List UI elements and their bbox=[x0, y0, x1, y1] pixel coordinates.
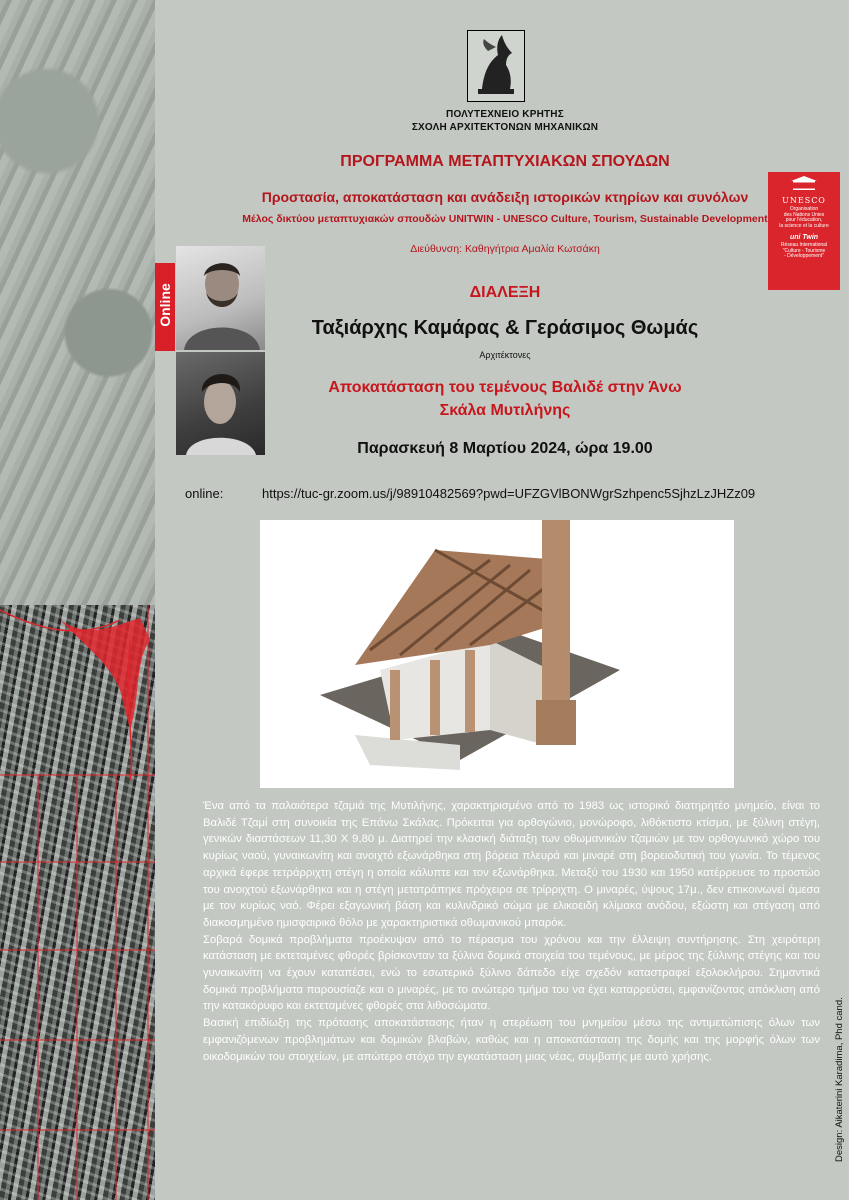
program-subtitle: Προστασία, αποκατάσταση και ανάδειξη ιστορικών κτηρίων και συνόλων bbox=[261, 189, 749, 205]
online-badge-label: Online bbox=[157, 283, 173, 327]
school-title: ΣΧΟΛΗ ΑΡΧΙΤΕΚΤΟΝΩΝ ΜΗΧΑΝΙΚΩΝ bbox=[411, 122, 599, 133]
unesco-org-line: Organisation bbox=[789, 206, 819, 212]
unesco-unitwin-badge bbox=[768, 172, 840, 290]
description-text bbox=[203, 798, 820, 1065]
university-title: ΠΟΛΥΤΕΧΝΕΙΟ ΚΡΗΤΗΣ bbox=[446, 109, 564, 120]
unesco-org-text bbox=[768, 207, 840, 229]
zoom-link[interactable]: https://tuc-gr.zoom.us/j/98910482569?pwd=UFZGVlBONWgrSzhpenc5SjhzLzJHZz09 bbox=[262, 486, 756, 501]
program-title: ΠΡΟΓΡΑΜΜΑ ΜΕΤΑΠΤΥΧΙΑΚΩΝ ΣΠΟΥΔΩΝ bbox=[340, 153, 670, 170]
unesco-brand: UNESCO bbox=[782, 196, 826, 205]
network-membership: Μέλος δικτύου μεταπτυχιακών σπουδών UNITWIN - UNESCO Culture, Tourism, Sustainable Development bbox=[242, 213, 768, 225]
description-paragraph-3: Βασική επιδίωξη της πρότασης αποκατάστασης ήταν η στερέωση του μνημείου μέσω της αντιμετώπισης όλων των εμφανιζόμενων προβλημάτων και δομικών βλαβών, καθώς και η αποκατάσταση της δομής και της μορφής όλων των οικοδομικών του στοιχείων, με απώτερο στόχο την εγκατάσταση μιας νέας, συμβατής με αυτό χρήσης. bbox=[203, 1017, 820, 1063]
unitwin-network-line: "Culture - Tourisme bbox=[782, 247, 826, 254]
map-grid-overlay bbox=[0, 0, 155, 1200]
unesco-temple-icon bbox=[791, 176, 817, 190]
speakers-role: Αρχιτέκτονες bbox=[479, 350, 531, 360]
lecture-title-line: Σκάλα Μυτιλήνης bbox=[439, 402, 571, 419]
event-type: ΔΙΑΛΕΞΗ bbox=[469, 284, 541, 301]
university-name bbox=[170, 108, 840, 134]
description-paragraph-2: Σοβαρά δομικά προβλήματα προέκυψαν από το πέρασμα του χρόνου και την έλλειψη συντήρησης. Στη χειρότερη κατάσταση με εκτεταμένες φθορές βρίσκονταν τα ξύλινα δομικά στοιχεία του τεμένους, με μέρος της ξύλινης στέγης και του γυναικωνίτη να έχουν καταπέσει, ενώ το εσωτερικό ξύλινο δάπεδο είχε σχεδόν καταστραφεί εξολοκλήρου. Σημαντικά δομικά προβλήματα παρουσίαζε και ο μιναρές, με το ανώτερο τμήμα του να έχει καταρρεύσει, εμφανίζοντας απόκλιση από την κατακόρυφο και εκτεταμένες φθορές στα λιθοσώματα. bbox=[203, 933, 820, 1013]
unesco-org-line: des Nations Unies bbox=[783, 211, 825, 218]
unesco-org-line: pour l'éducation, bbox=[785, 217, 823, 223]
unesco-org-line: la science et la culture bbox=[779, 222, 829, 229]
unitwin-logo-text: uni Twin bbox=[789, 234, 819, 241]
description-paragraph-1: Ένα από τα παλαιότερα τζαμιά της Μυτιλήνης, χαρακτηρισμένο από το 1983 ως ιστορικό διατηρητέο μνημείο, είναι το Βαλιδέ Τζαμί στη συνοικία της Επάνω Σκάλας. Πρόκειται για ορθογώνιο, μονώροφο, λιθόκτιστο κτίσμα, με ξύλινη στέγη, γενικών διαστάσεων 11,30 Χ 9,80 μ. Διατηρεί την κλασική διάταξη των οθωμανικών τζαμιών με τον ορθογωνικό χώρο του κυρίως ναού, γυναικωνίτη και ανοιχτό εξωνάρθηκα στη βόρεια πλευρά και μιναρέ στη βορειοδυτική του γωνία. Το τέμενος αρχικά έφερε τετράρριχτη στέγη η οποία κάλυπτε και τον εξωνάρθηκα. Μεταξύ του 1930 και 1950 κατέρρευσε το προστώο του ανοιχτού εξωνάρθηκα και η στέγη μετατράπηκε πρόχειρα σε τρίρριχτη. Ο μιναρές, ύψους 17μ., δεν επικοινωνεί άμεσα με τον κυρίως ναό. Φέρει εξαγωνική βάση και κυλινδρικό σώμα με ελικοειδή κλίμακα ανόδου, εξώστη και στέγαση από διακοσμημένο ημισφαιρικό θόλο με χαρακτηριστικά οθωμανικού μπαρόκ. bbox=[203, 800, 820, 929]
lecture-title bbox=[170, 376, 840, 422]
unitwin-network-line: - Développement" bbox=[784, 253, 824, 259]
design-credit: Design: Aikaterini Karadima, Phd cand. bbox=[834, 997, 845, 1162]
unitwin-network-text bbox=[768, 243, 840, 260]
mosque-render-image bbox=[260, 520, 734, 788]
unitwin-network-line: Réseau International bbox=[780, 242, 828, 248]
online-label: online: bbox=[185, 486, 224, 501]
speakers: Ταξιάρχης Καμάρας & Γεράσιμος Θωμάς bbox=[311, 317, 699, 339]
aerial-map-strip bbox=[0, 0, 155, 1200]
university-logo bbox=[467, 30, 525, 102]
event-date: Παρασκευή 8 Μαρτίου 2024, ώρα 19.00 bbox=[357, 440, 653, 457]
program-director: Διεύθυνση: Καθηγήτρια Αμαλία Κωτσάκη bbox=[410, 243, 600, 255]
lecture-title-line: Αποκατάσταση του τεμένους Βαλιδέ στην Άνω bbox=[328, 379, 682, 396]
